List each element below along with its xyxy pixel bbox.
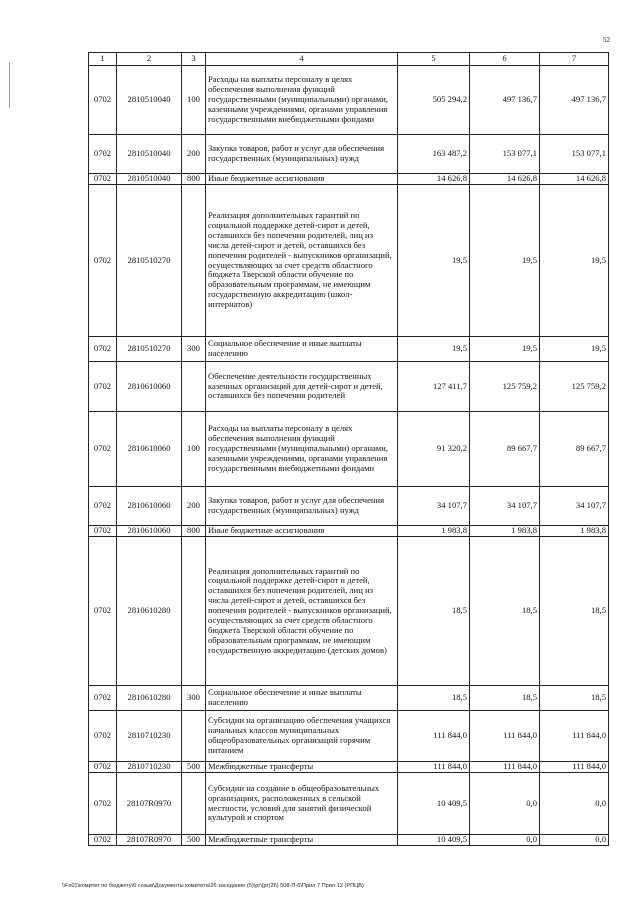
- section-code: 0702: [89, 762, 117, 773]
- amount-col6: 111 844,0: [470, 711, 540, 762]
- amount-col5: 91 320,2: [398, 412, 470, 487]
- table-row: [89, 835, 609, 846]
- amount-col5: 10 409,5: [398, 773, 470, 835]
- expense-type: [182, 773, 206, 835]
- section-code: 0702: [89, 773, 117, 835]
- target-code: 2810610060: [117, 412, 182, 487]
- item-name: Обеспечение деятельности государственных казенных организаций для детей-сирот и детей, оставшихся без попечения родителей: [206, 362, 398, 412]
- expense-type: 100: [182, 66, 206, 135]
- table-row: [89, 362, 609, 412]
- expense-type: [182, 362, 206, 412]
- col-header: 7: [540, 53, 609, 66]
- table-row: [89, 412, 609, 487]
- section-code: 0702: [89, 526, 117, 537]
- target-code: 2810710230: [117, 762, 182, 773]
- table-row: [89, 174, 609, 185]
- col-header: 4: [206, 53, 398, 66]
- amount-col5: 18,5: [398, 686, 470, 711]
- item-name: Реализация дополнительных гарантий по социальной поддержке детей-сирот и детей, оставшихся без попечения родителей, лиц из числа детей-сирот и детей, оставшихся без попечения родителей - выпускников организаций, осуществляющих за счет средств областного бюджета Тверской области обучение по образовательным программам, не имеющим государственную аккредитацию (детских домов): [206, 537, 398, 686]
- amount-col6: 34 107,7: [470, 487, 540, 526]
- section-code: 0702: [89, 711, 117, 762]
- section-code: 0702: [89, 835, 117, 846]
- table-row: [89, 526, 609, 537]
- target-code: 28107R0970: [117, 773, 182, 835]
- target-code: 2810610280: [117, 686, 182, 711]
- table-row: [89, 66, 609, 135]
- amount-col6: 18,5: [470, 537, 540, 686]
- item-name: Субсидии на организацию обеспечения учащихся начальных классов муниципальных общеобразовательных организаций горячим питанием: [206, 711, 398, 762]
- expense-type: 100: [182, 412, 206, 487]
- amount-col5: 111 844,0: [398, 711, 470, 762]
- table-row: [89, 487, 609, 526]
- amount-col7: 14 626,8: [540, 174, 609, 185]
- item-name: Межбюджетные трансферты: [206, 835, 398, 846]
- expense-type: [182, 537, 206, 686]
- section-code: 0702: [89, 537, 117, 686]
- col-header: 3: [182, 53, 206, 66]
- header-row: [89, 53, 609, 66]
- expense-type: [182, 185, 206, 337]
- amount-col6: 125 759,2: [470, 362, 540, 412]
- table-row: [89, 686, 609, 711]
- amount-col6: 497 136,7: [470, 66, 540, 135]
- margin-mark: [9, 62, 10, 108]
- amount-col7: 125 759,2: [540, 362, 609, 412]
- amount-col6: 18,5: [470, 686, 540, 711]
- item-name: Социальное обеспечение и иные выплаты населению: [206, 337, 398, 362]
- item-name: Межбюджетные трансферты: [206, 762, 398, 773]
- target-code: 2810510270: [117, 337, 182, 362]
- target-code: 2810510040: [117, 174, 182, 185]
- expense-type: 300: [182, 686, 206, 711]
- table-row: [89, 537, 609, 686]
- target-code: 2810610060: [117, 362, 182, 412]
- amount-col6: 1 983,8: [470, 526, 540, 537]
- expense-type: 200: [182, 135, 206, 174]
- col-header: 2: [117, 53, 182, 66]
- amount-col7: 18,5: [540, 537, 609, 686]
- budget-table: [88, 52, 609, 846]
- amount-col6: 0,0: [470, 835, 540, 846]
- amount-col5: 163 487,2: [398, 135, 470, 174]
- table-row: [89, 711, 609, 762]
- section-code: 0702: [89, 174, 117, 185]
- amount-col7: 89 667,7: [540, 412, 609, 487]
- amount-col6: 111 844,0: [470, 762, 540, 773]
- amount-col6: 19,5: [470, 337, 540, 362]
- amount-col5: 14 626,8: [398, 174, 470, 185]
- item-name: Реализация дополнительных гарантий по социальной поддержке детей-сирот и детей, оставшихся без попечения родителей, лиц из числа детей-сирот и детей, оставшихся без попечения родителей - выпускников организаций, осуществляющих за счет средств областного бюджета Тверской области обучение по образовательным программам, не имеющим государственную аккредитацию (школ-интернатов): [206, 185, 398, 337]
- expense-type: 800: [182, 526, 206, 537]
- amount-col5: 111 844,0: [398, 762, 470, 773]
- section-code: 0702: [89, 337, 117, 362]
- amount-col5: 19,5: [398, 337, 470, 362]
- amount-col5: 18,5: [398, 537, 470, 686]
- col-header: 5: [398, 53, 470, 66]
- amount-col6: 19,5: [470, 185, 540, 337]
- target-code: 2810510040: [117, 66, 182, 135]
- target-code: 28107R0970: [117, 835, 182, 846]
- amount-col7: 18,5: [540, 686, 609, 711]
- item-name: Закупка товаров, работ и услуг для обеспечения государственных (муниципальных) нужд: [206, 135, 398, 174]
- amount-col5: 127 411,7: [398, 362, 470, 412]
- amount-col6: 14 626,8: [470, 174, 540, 185]
- section-code: 0702: [89, 686, 117, 711]
- target-code: 2810510040: [117, 135, 182, 174]
- expense-type: 800: [182, 174, 206, 185]
- item-name: Расходы на выплаты персоналу в целях обеспечения выполнения функций государственными (муниципальными) органами, казенными учреждениями, органами управления государственными внебюджетными фондами: [206, 66, 398, 135]
- expense-type: 500: [182, 835, 206, 846]
- amount-col7: 0,0: [540, 773, 609, 835]
- amount-col5: 10 409,5: [398, 835, 470, 846]
- amount-col5: 19,5: [398, 185, 470, 337]
- section-code: 0702: [89, 66, 117, 135]
- amount-col7: 34 107,7: [540, 487, 609, 526]
- amount-col7: 1 983,8: [540, 526, 609, 537]
- target-code: 2810510270: [117, 185, 182, 337]
- amount-col6: 0,0: [470, 773, 540, 835]
- item-name: Закупка товаров, работ и услуг для обеспечения государственных (муниципальных) нужд: [206, 487, 398, 526]
- amount-col7: 0,0: [540, 835, 609, 846]
- amount-col7: 153 077,1: [540, 135, 609, 174]
- table-row: [89, 337, 609, 362]
- item-name: Иные бюджетные ассигнования: [206, 526, 398, 537]
- table-row: [89, 762, 609, 773]
- target-code: 2810710230: [117, 711, 182, 762]
- section-code: 0702: [89, 362, 117, 412]
- page-number: 52: [603, 36, 610, 44]
- amount-col6: 89 667,7: [470, 412, 540, 487]
- col-header: 1: [89, 53, 117, 66]
- section-code: 0702: [89, 487, 117, 526]
- amount-col5: 34 107,7: [398, 487, 470, 526]
- footer-file-path: \\Fs01\комитет по бюджету\6 созыв\Документы комитета\26 заседание (5)\рг\[рг(26) 508-П-6\Прил 7 Прил 12 (РПЦВ): [62, 883, 364, 889]
- amount-col6: 153 077,1: [470, 135, 540, 174]
- item-name: Расходы на выплаты персоналу в целях обеспечения выполнения функций государственными (муниципальными) органами, казенными учреждениями, органами управления государственными внебюджетными фондами: [206, 412, 398, 487]
- item-name: Субсидии на создание в общеобразовательных организациях, расположенных в сельской местности, условий для занятий физической культурой и спортом: [206, 773, 398, 835]
- expense-type: [182, 711, 206, 762]
- amount-col7: 19,5: [540, 185, 609, 337]
- amount-col5: 1 983,8: [398, 526, 470, 537]
- section-code: 0702: [89, 412, 117, 487]
- table-row: [89, 185, 609, 337]
- target-code: 2810610060: [117, 526, 182, 537]
- col-header: 6: [470, 53, 540, 66]
- section-code: 0702: [89, 135, 117, 174]
- amount-col7: 19,5: [540, 337, 609, 362]
- amount-col5: 505 294,2: [398, 66, 470, 135]
- expense-type: 500: [182, 762, 206, 773]
- section-code: 0702: [89, 185, 117, 337]
- amount-col7: 111 844,0: [540, 762, 609, 773]
- target-code: 2810610060: [117, 487, 182, 526]
- item-name: Социальное обеспечение и иные выплаты населению: [206, 686, 398, 711]
- amount-col7: 497 136,7: [540, 66, 609, 135]
- target-code: 2810610280: [117, 537, 182, 686]
- item-name: Иные бюджетные ассигнования: [206, 174, 398, 185]
- expense-type: 300: [182, 337, 206, 362]
- table-row: [89, 135, 609, 174]
- amount-col7: 111 844,0: [540, 711, 609, 762]
- expense-type: 200: [182, 487, 206, 526]
- table-row: [89, 773, 609, 835]
